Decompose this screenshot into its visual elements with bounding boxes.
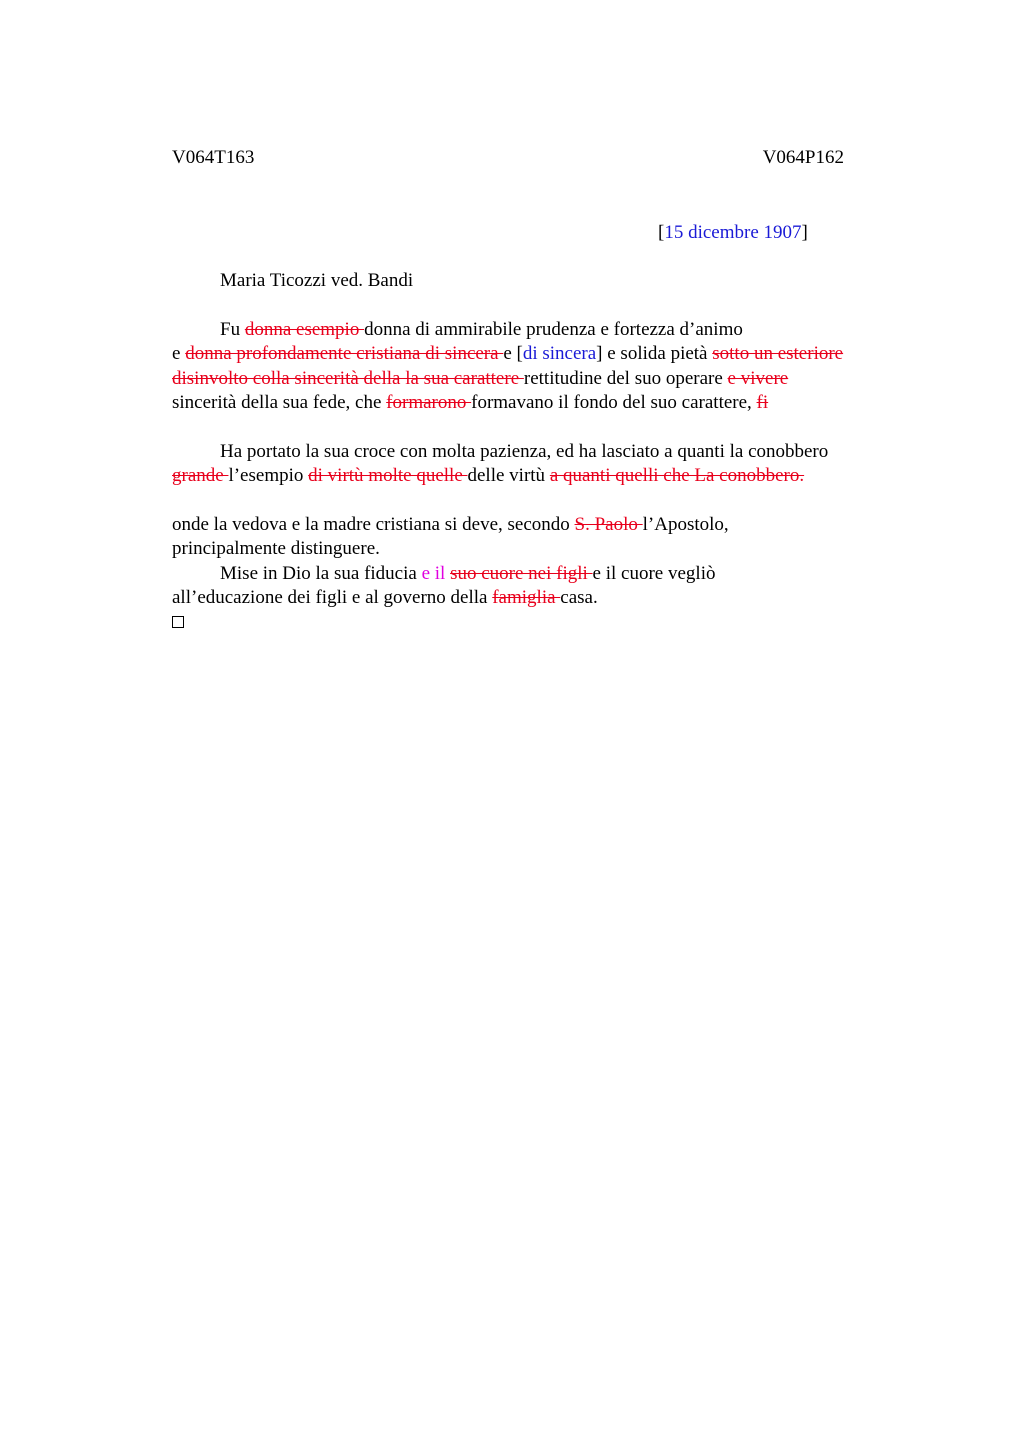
deleted-text: e vivere: [727, 367, 789, 389]
paragraph-1: [172, 318, 912, 416]
deleted-text: S. Paolo: [574, 513, 643, 535]
paragraph-3: [172, 513, 912, 562]
paragraph-3-line-2: principalmente distinguere.: [172, 538, 380, 559]
editorial-insertion: di sincera: [522, 343, 597, 364]
empty-square-icon: [172, 616, 184, 628]
text-run: delle virtù: [467, 465, 550, 486]
letter-date: [658, 221, 808, 245]
deleted-text: sotto un esteriore: [712, 343, 844, 364]
text-run: e: [172, 343, 186, 364]
text-run: e il cuore vegliò: [592, 562, 716, 584]
paragraph-1-line-2: [172, 342, 912, 367]
paragraph-4: [172, 562, 912, 611]
deleted-text: formarono: [386, 392, 472, 413]
page-header: [172, 146, 844, 170]
text-run: ] e solida pietà: [596, 343, 713, 364]
deleted-text: donna profondamente cristiana di sincera: [185, 343, 504, 364]
paragraph-4-line-2: [172, 586, 912, 611]
text-run: l’esempio: [228, 465, 309, 486]
paragraph-2: [172, 440, 912, 489]
text-run: donna di ammirabile prudenza e fortezza d’animo: [364, 318, 743, 340]
deleted-text: donna esempio: [244, 318, 365, 340]
paragraph-2-line-2: [172, 464, 912, 489]
deleted-text: a quanti quelli che La conobbero.: [549, 465, 805, 486]
deleted-text: disinvolto colla sincerità della la sua carattere: [172, 367, 524, 389]
document-code-left: V064T163: [172, 147, 255, 168]
deleted-text: famiglia: [492, 587, 561, 608]
text-run: Fu: [220, 318, 245, 340]
text-run: casa.: [560, 587, 598, 608]
deleted-text: suo cuore nei figli: [450, 562, 593, 584]
text-run: l’Apostolo,: [642, 513, 729, 535]
inserted-text: e il: [421, 562, 451, 584]
date-open-bracket: [: [658, 222, 665, 243]
document-code-right: V064P162: [762, 147, 844, 168]
text-run: onde la vedova e la madre cristiana si deve, secondo: [172, 513, 575, 535]
deleted-text: grande: [172, 465, 229, 486]
paragraph-2-line-1: Ha portato la sua croce con molta pazienza, ed ha lasciato a quanti la conobbero: [220, 440, 829, 462]
date-value: 15 dicembre 1907: [664, 222, 802, 243]
text-run: sincerità della sua fede, che: [172, 392, 387, 413]
paragraph-3-line-1: [172, 513, 912, 538]
paragraph-1-line-3: [172, 367, 912, 392]
text-run: e [: [503, 343, 523, 364]
text-run: all’educazione dei figli e al governo della: [172, 587, 493, 608]
paragraph-4-line-1: [172, 562, 912, 587]
text-run: rettitudine del suo operare: [523, 367, 728, 389]
date-close-bracket: ]: [801, 222, 808, 243]
deleted-text: fi: [756, 392, 769, 413]
paragraph-1-line-4: [172, 391, 912, 416]
text-run: formavano il fondo del suo carattere,: [471, 392, 757, 413]
end-mark: [172, 611, 912, 636]
text-run: Mise in Dio la sua fiducia: [220, 562, 422, 584]
deleted-text: di virtù molte quelle: [308, 465, 468, 486]
document-body: [172, 269, 912, 635]
document-title: Maria Ticozzi ved. Bandi: [220, 270, 414, 291]
paragraph-1-line-1: [172, 318, 912, 343]
